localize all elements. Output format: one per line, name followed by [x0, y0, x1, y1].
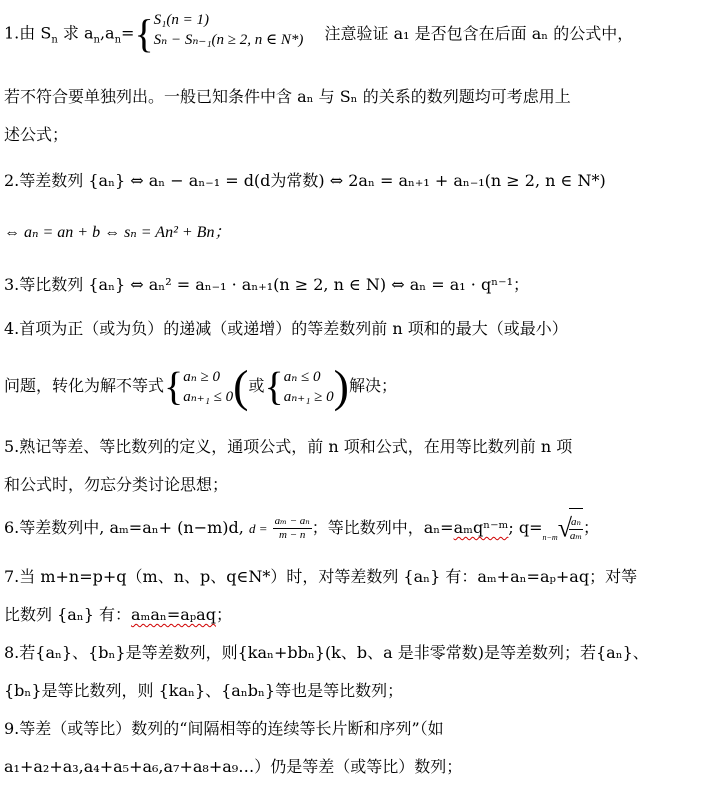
rule-5-line: 5.熟记等差、等比数列的定义，通项公式，前 n 项和公式，在用等比数列前 n 项	[4, 437, 573, 456]
rule-1-eq: =	[121, 23, 135, 43]
rule-6-mid: ；等比数列中，aₙ=	[311, 518, 454, 537]
rule-1-line	[4, 11, 634, 56]
sub-n: n	[51, 34, 58, 46]
rule-4-cases-1	[183, 367, 233, 407]
fraction-denominator: m − n	[278, 529, 306, 541]
rule-6-root	[543, 508, 583, 549]
rule-1-case-1: S₁(n = 1)	[153, 12, 209, 28]
rule-4-cont	[4, 362, 397, 410]
rule-4-case-2b: aₙ₊₁ ≥ 0	[283, 388, 334, 405]
root-denominator: aₘ	[569, 530, 583, 542]
rule-5-cont: 和公式时，勿忘分类讨论思想；	[4, 475, 229, 494]
rule-1-case-2: Sₙ − Sₙ₋₁(n ≥ 2, n ∈ N*)	[153, 32, 304, 48]
rule-6-fraction	[273, 515, 312, 542]
left-brace-icon: {	[164, 363, 184, 409]
rule-6-d: d =	[248, 521, 268, 536]
rule-4-post: 解决；	[349, 376, 398, 395]
rule-6-pre: 6.等差数列中, aₘ=aₙ+ (n−m)d,	[4, 518, 244, 537]
rule-4-case-1b: aₙ₊₁ ≤ 0	[183, 388, 234, 405]
rule-8-line: 8.若{aₙ}、{bₙ}是等差数列，则{kaₙ+bbₙ}(k、b、a 是非零常数)是等差数列；若{aₙ}、	[4, 643, 649, 662]
rule-7-pre: 比数列 {aₙ} 有：	[4, 605, 131, 624]
rule-1-an: ,a	[99, 23, 115, 43]
rule-4-case-2a: aₙ ≤ 0	[283, 368, 321, 385]
rule-4-or: 或	[248, 376, 265, 395]
left-brace-icon: {	[134, 11, 154, 56]
rule-1-req: 求 a	[57, 23, 94, 43]
rule-1-cont-2: 述公式；	[4, 125, 69, 144]
rule-2-line: 2.等差数列 {aₙ} ⇔ aₙ − aₙ₋₁ = d(d为常数) ⇔ 2aₙ = aₙ₊₁ + aₙ₋₁(n ≥ 2, n ∈ N*)	[4, 171, 606, 190]
rule-4-cases-2	[284, 367, 334, 407]
rule-6-wavy: aₘqⁿ⁻ᵐ	[453, 518, 509, 537]
rule-7-cont	[4, 604, 232, 626]
rule-1-cases	[154, 10, 304, 50]
rule-2-cont: ⇔ aₙ = an + b ⇔ sₙ = An² + Bn；	[4, 224, 231, 241]
rule-1-head: 1.由 S	[4, 23, 52, 43]
root-numerator: aₙ	[570, 516, 581, 528]
rule-1-cont: 若不符合要单独列出。一般已知条件中含 aₙ 与 Sₙ 的关系的数列题均可考虑用上	[4, 87, 571, 106]
rule-6-end: ；	[582, 518, 599, 537]
rule-9-line: 9.等差（或等比）数列的“间隔相等的连续等长片断和序列”（如	[4, 719, 444, 738]
rule-7-wavy: aₘaₙ=aₚaq	[131, 605, 216, 624]
rule-7-end: ；	[215, 605, 232, 624]
left-brace-icon: {	[264, 363, 284, 409]
right-paren-icon: )	[333, 360, 349, 412]
rule-6-line	[4, 508, 599, 549]
rule-6-q: ; q=	[508, 518, 543, 537]
left-paren-icon: (	[233, 360, 249, 412]
rule-7-line: 7.当 m+n=p+q（m、n、p、q∈N*）时，对等差数列 {aₙ} 有：aₘ+aₙ=aₚ+aq；对等	[4, 567, 638, 586]
rule-8-cont: {bₙ}是等比数列，则 {kaₙ}、{aₙbₙ}等也是等比数列；	[4, 681, 404, 700]
sub-n: n	[114, 34, 122, 46]
root-index: n−m	[542, 533, 558, 542]
rule-9-cont: a₁+a₂+a₃,a₄+a₅+a₆,a₇+a₈+a₉…）仍是等差（或等比）数列；	[4, 757, 463, 776]
sub-n: n	[93, 34, 100, 46]
sqrt-icon: √	[557, 513, 572, 543]
rule-3-line: 3.等比数列 {aₙ} ⇔ aₙ² = aₙ₋₁ · aₙ₊₁(n ≥ 2, n ∈ N) ⇔ aₙ = a₁ · qⁿ⁻¹；	[4, 275, 529, 294]
fraction-numerator: aₘ − aₙ	[274, 515, 310, 527]
rule-1-note: 注意验证 a₁ 是否包含在后面 aₙ 的公式中，	[324, 23, 634, 43]
rule-4-pre: 问题，转化为解不等式	[4, 376, 165, 395]
rule-4-line: 4.首项为正（或为负）的递减（或递增）的等差数列前 n 项和的最大（或最小）	[4, 319, 568, 338]
rule-4-case-1a: aₙ ≥ 0	[183, 368, 221, 385]
